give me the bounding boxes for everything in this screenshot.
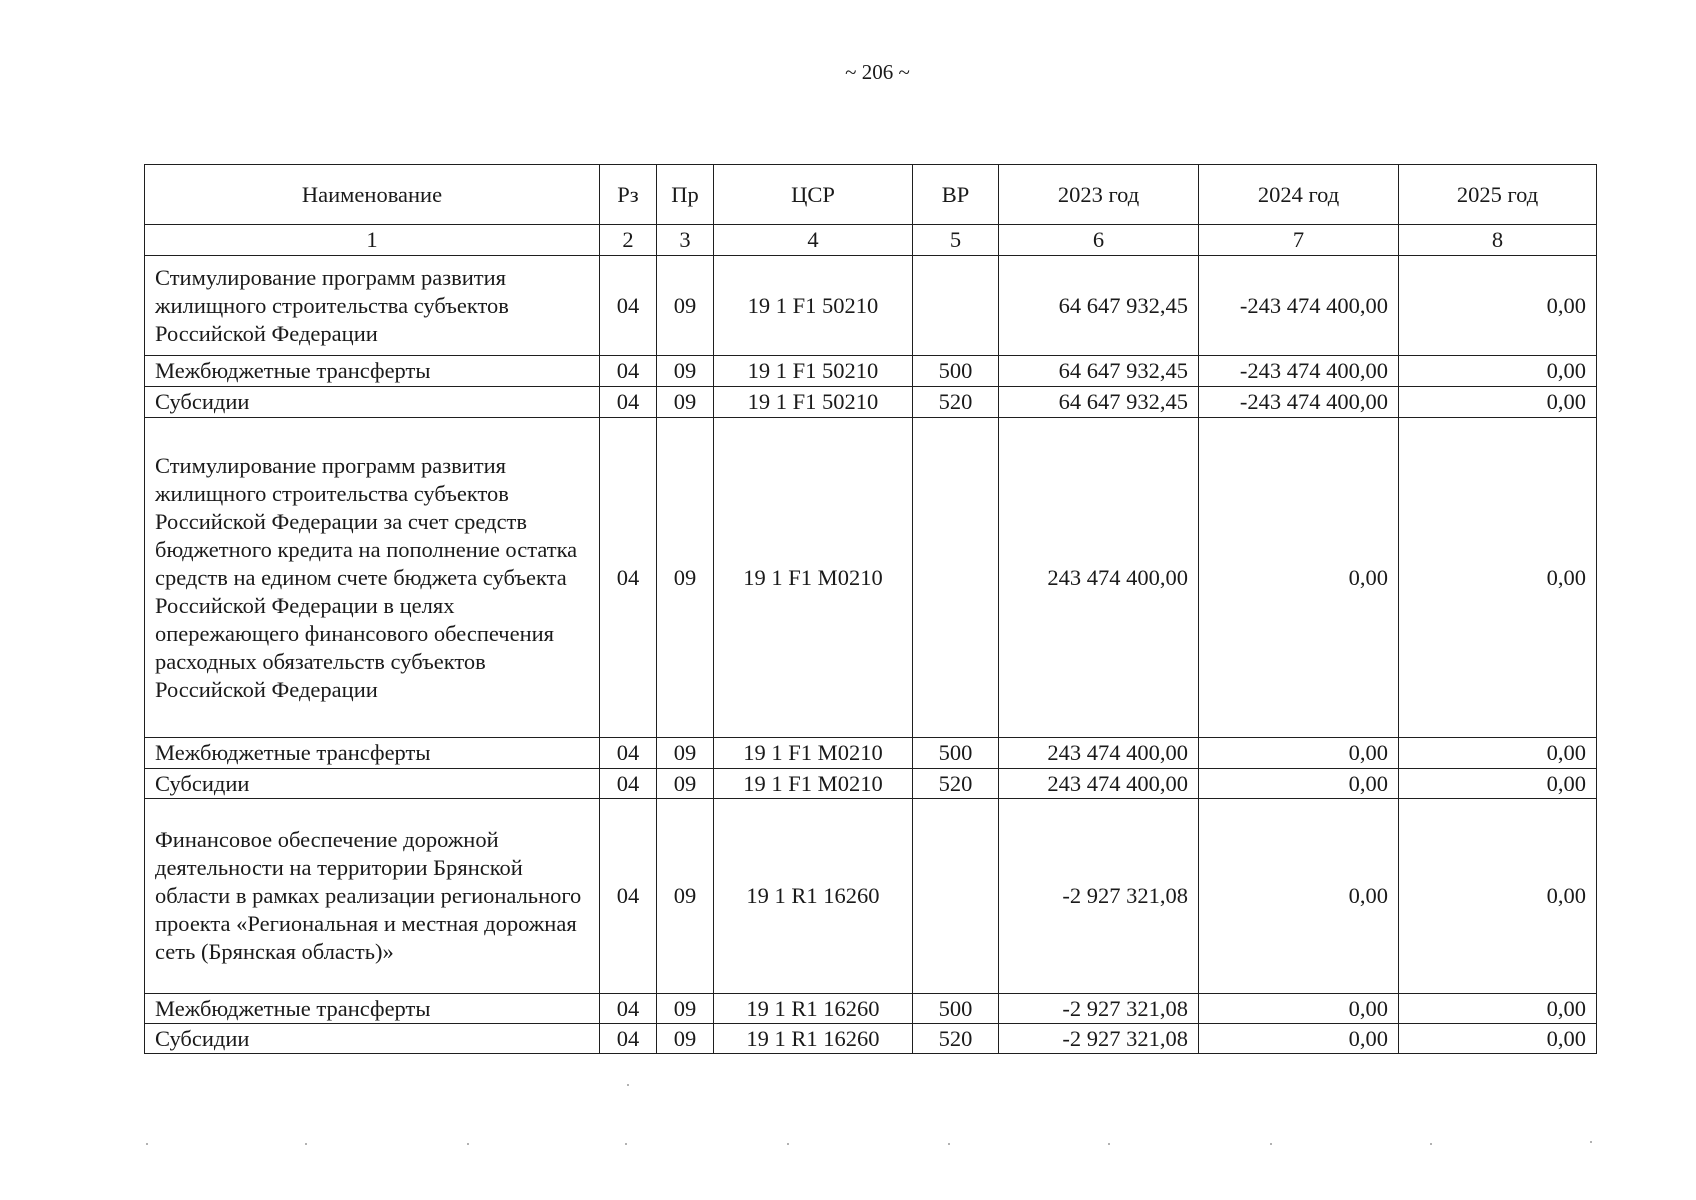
- column-number: 3: [657, 225, 714, 256]
- header-row: [145, 165, 1597, 225]
- row-rz: 04: [600, 769, 657, 799]
- row-2023: -2 927 321,08: [999, 994, 1199, 1024]
- row-rz: 04: [600, 418, 657, 738]
- row-rz: 04: [600, 799, 657, 994]
- row-vr: 500: [913, 738, 999, 769]
- row-2024: 0,00: [1199, 799, 1399, 994]
- scan-speck: [627, 1084, 629, 1086]
- table-row: [145, 769, 1597, 799]
- row-2023: 243 474 400,00: [999, 769, 1199, 799]
- scan-speck: [1590, 1141, 1592, 1143]
- column-number: 6: [999, 225, 1199, 256]
- column-number: 7: [1199, 225, 1399, 256]
- row-pr: 09: [657, 256, 714, 356]
- row-pr: 09: [657, 769, 714, 799]
- header-2025: 2025 год: [1399, 165, 1597, 225]
- scan-speck: [305, 1143, 307, 1145]
- column-number: 8: [1399, 225, 1597, 256]
- scan-speck: [467, 1143, 469, 1145]
- row-rz: 04: [600, 387, 657, 418]
- row-vr: [913, 799, 999, 994]
- row-name: Субсидии: [145, 387, 600, 418]
- header-vr: ВР: [913, 165, 999, 225]
- row-vr: [913, 418, 999, 738]
- row-pr: 09: [657, 1024, 714, 1054]
- table-row: [145, 256, 1597, 356]
- row-2025: 0,00: [1399, 418, 1597, 738]
- row-2023: -2 927 321,08: [999, 799, 1199, 994]
- column-number: 1: [145, 225, 600, 256]
- row-2024: 0,00: [1199, 994, 1399, 1024]
- table-row: [145, 799, 1597, 994]
- scan-speck: [146, 1143, 148, 1145]
- row-pr: 09: [657, 418, 714, 738]
- row-vr: 500: [913, 994, 999, 1024]
- row-vr: [913, 256, 999, 356]
- row-2025: 0,00: [1399, 256, 1597, 356]
- row-csr: 19 1 R1 16260: [714, 994, 913, 1024]
- row-name: Стимулирование программ развития жилищного строительства субъектов Российской Федерации за счет средств бюджетного кредита на пополнение остатка средств на едином счете бюджета субъекта Российской Федерации в целях опережающего финансового обеспечения расходных обязательств субъектов Российской Федерации: [145, 418, 600, 738]
- row-rz: 04: [600, 356, 657, 387]
- column-number: 5: [913, 225, 999, 256]
- scan-speck: [1270, 1143, 1272, 1145]
- row-2025: 0,00: [1399, 769, 1597, 799]
- column-number: 2: [600, 225, 657, 256]
- row-2025: 0,00: [1399, 356, 1597, 387]
- row-vr: 520: [913, 1024, 999, 1054]
- row-2024: 0,00: [1199, 738, 1399, 769]
- table-row: [145, 994, 1597, 1024]
- row-2023: 243 474 400,00: [999, 738, 1199, 769]
- row-vr: 520: [913, 387, 999, 418]
- row-2025: 0,00: [1399, 1024, 1597, 1054]
- row-csr: 19 1 R1 16260: [714, 1024, 913, 1054]
- row-2023: 64 647 932,45: [999, 256, 1199, 356]
- scan-speck: [1108, 1143, 1110, 1145]
- header-csr: ЦСР: [714, 165, 913, 225]
- row-name: Стимулирование программ развития жилищного строительства субъектов Российской Федерации: [145, 256, 600, 356]
- table-row: [145, 1024, 1597, 1054]
- row-csr: 19 1 F1 M0210: [714, 769, 913, 799]
- row-2024: 0,00: [1199, 769, 1399, 799]
- row-csr: 19 1 F1 M0210: [714, 418, 913, 738]
- header-pr: Пр: [657, 165, 714, 225]
- budget-table: [144, 164, 1597, 1054]
- row-2024: 0,00: [1199, 418, 1399, 738]
- row-name: Субсидии: [145, 1024, 600, 1054]
- row-name: Межбюджетные трансферты: [145, 356, 600, 387]
- column-number-row: [145, 225, 1597, 256]
- row-name: Межбюджетные трансферты: [145, 994, 600, 1024]
- row-name: Межбюджетные трансферты: [145, 738, 600, 769]
- row-2023: 243 474 400,00: [999, 418, 1199, 738]
- table-row: [145, 418, 1597, 738]
- row-2025: 0,00: [1399, 799, 1597, 994]
- row-rz: 04: [600, 738, 657, 769]
- table-row: [145, 356, 1597, 387]
- row-pr: 09: [657, 356, 714, 387]
- row-2024: -243 474 400,00: [1199, 387, 1399, 418]
- row-2023: 64 647 932,45: [999, 387, 1199, 418]
- header-name: Наименование: [145, 165, 600, 225]
- row-2025: 0,00: [1399, 738, 1597, 769]
- header-rz: Рз: [600, 165, 657, 225]
- page-number: ~ 206 ~: [845, 60, 910, 84]
- row-2025: 0,00: [1399, 387, 1597, 418]
- row-vr: 520: [913, 769, 999, 799]
- row-pr: 09: [657, 387, 714, 418]
- row-pr: 09: [657, 799, 714, 994]
- row-rz: 04: [600, 994, 657, 1024]
- row-csr: 19 1 F1 50210: [714, 256, 913, 356]
- scan-speck: [1430, 1143, 1432, 1145]
- row-vr: 500: [913, 356, 999, 387]
- column-number: 4: [714, 225, 913, 256]
- row-pr: 09: [657, 738, 714, 769]
- row-rz: 04: [600, 1024, 657, 1054]
- row-csr: 19 1 F1 50210: [714, 387, 913, 418]
- row-rz: 04: [600, 256, 657, 356]
- row-2024: 0,00: [1199, 1024, 1399, 1054]
- header-2024: 2024 год: [1199, 165, 1399, 225]
- header-2023: 2023 год: [999, 165, 1199, 225]
- row-2025: 0,00: [1399, 994, 1597, 1024]
- row-pr: 09: [657, 994, 714, 1024]
- row-csr: 19 1 R1 16260: [714, 799, 913, 994]
- scan-speck: [948, 1143, 950, 1145]
- scan-speck: [787, 1143, 789, 1145]
- row-2023: 64 647 932,45: [999, 356, 1199, 387]
- row-csr: 19 1 F1 M0210: [714, 738, 913, 769]
- row-2024: -243 474 400,00: [1199, 256, 1399, 356]
- row-name: Субсидии: [145, 769, 600, 799]
- row-2023: -2 927 321,08: [999, 1024, 1199, 1054]
- row-csr: 19 1 F1 50210: [714, 356, 913, 387]
- row-2024: -243 474 400,00: [1199, 356, 1399, 387]
- scan-speck: [625, 1143, 627, 1145]
- table-row: [145, 387, 1597, 418]
- row-name: Финансовое обеспечение дорожной деятельности на территории Брянской области в рамках реализации регионального проекта «Региональная и местная дорожная сеть (Брянская область)»: [145, 799, 600, 994]
- table-row: [145, 738, 1597, 769]
